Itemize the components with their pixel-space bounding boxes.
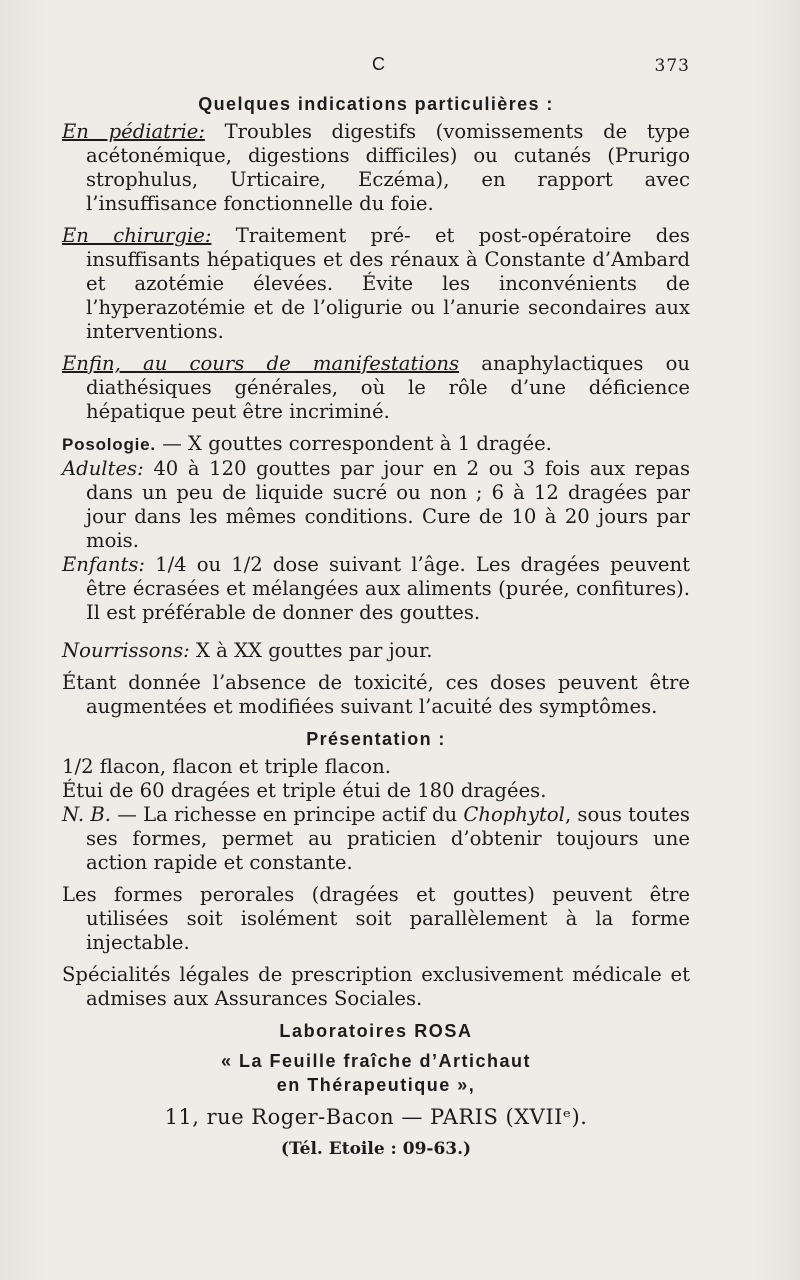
text-column xyxy=(62,48,690,1161)
enfin-label: Enfin, au cours de manifestations xyxy=(62,352,460,375)
nourrissons-label: Nourrissons: xyxy=(62,639,190,662)
chirurgie-paragraph xyxy=(62,224,690,344)
pediatrie-label: En pédiatrie: xyxy=(62,120,205,143)
laboratory-telephone: (Tél. Etoile : 09-63.) xyxy=(280,1139,472,1159)
enfin-paragraph xyxy=(62,352,690,424)
nb-label: N. B. xyxy=(62,803,111,826)
enfants-label: Enfants: xyxy=(62,553,146,576)
presentation-title: Présentation : xyxy=(306,729,446,749)
posologie-intro: — X gouttes correspondent à 1 dragée. xyxy=(155,432,552,455)
presentation-line-2: Étui de 60 dragées et triple étui de 180 dragées. xyxy=(62,779,547,802)
adultes-text: 40 à 120 gouttes par jour en 2 ou 3 fois aux repas dans un peu de liquide sucré ou non ; 6 à 12 dragées par jour dans les mêmes conditions. Cure de 10 à 20 jours par mois. xyxy=(86,457,690,552)
presentation-line-1: 1/2 flacon, flacon et triple flacon. xyxy=(62,755,391,778)
chirurgie-label: En chirurgie: xyxy=(62,224,212,247)
running-head xyxy=(62,48,690,84)
indications-title: Quelques indications particulières : xyxy=(198,94,554,114)
specialites-paragraph: Spécialités légales de prescription exclusivement médicale et admises aux Assurances Sociales. xyxy=(62,963,690,1010)
adultes-label: Adultes: xyxy=(62,457,144,480)
posologie-label: Posologie. xyxy=(62,435,156,454)
laboratory-motto-line-1: « La Feuille fraîche d’Artichaut xyxy=(220,1051,532,1071)
nb-paragraph xyxy=(62,803,690,875)
enfants-text: 1/4 ou 1/2 dose suivant l’âge. Les dragées peuvent être écrasées et mélangées aux aliments (purée, confitures). Il est préférable de donner des gouttes. xyxy=(86,553,690,624)
page-number: 373 xyxy=(654,56,690,76)
nourrissons-paragraph xyxy=(62,639,690,663)
chirurgie-text: Traitement pré- et post-opératoire des insuffisants hépatiques et des rénaux à Constante d’Ambard et azotémie élevées. Évite les inconvénients de l’hyperazotémie et de l’oligurie ou l’anurie secondaires aux interventions. xyxy=(86,224,690,343)
toxicite-paragraph: Étant donnée l’absence de toxicité, ces doses peuvent être augmentées et modifiées suivant l’acuité des symptômes. xyxy=(62,671,690,718)
laboratory-address: 11, rue Roger-Bacon — PARIS (XVIIᵉ). xyxy=(164,1105,588,1129)
laboratory-motto-line-2: en Thérapeutique », xyxy=(276,1075,476,1095)
posologie-paragraph xyxy=(62,432,690,457)
enfants-paragraph xyxy=(62,553,690,625)
formes-paragraph: Les formes perorales (dragées et gouttes) peuvent être utilisées soit isolément soit parallèlement à la forme injectable. xyxy=(62,883,690,954)
laboratory-motto xyxy=(62,1049,690,1097)
pediatrie-text: Troubles digestifs (vomissements de type acétonémique, digestions difficiles) ou cutanés (Prurigo strophulus, Urticaire, Eczéma), en rapport avec l’insuffisance fonctionnelle du foie. xyxy=(86,120,690,215)
laboratory-name: Laboratoires ROSA xyxy=(279,1021,473,1041)
pediatrie-paragraph xyxy=(62,120,690,216)
enfin-text: anaphylactiques ou diathésiques générales, où le rôle d’une déficience hépatique peut être incriminé. xyxy=(86,352,690,423)
nb-text-1: — La richesse en principe actif du xyxy=(111,803,464,826)
product-name: Chophytol xyxy=(463,803,565,826)
nb-text-2: , sous toutes ses formes, permet au praticien d’obtenir toujours une action rapide et constante. xyxy=(86,803,690,874)
section-letter: C xyxy=(372,54,385,74)
adultes-paragraph xyxy=(62,457,690,553)
nourrissons-text: X à XX gouttes par jour. xyxy=(189,639,433,662)
